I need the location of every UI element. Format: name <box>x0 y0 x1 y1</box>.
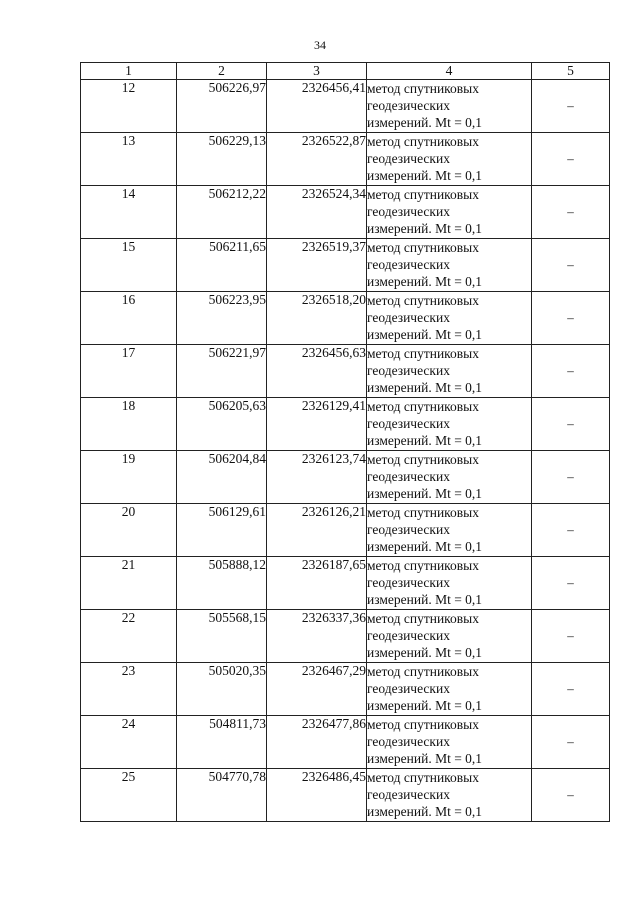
y-coordinate-cell: 2326456,41 <box>267 80 367 133</box>
method-text-line: измерений. Mt = 0,1 <box>367 645 483 660</box>
method-cell <box>367 504 532 557</box>
point-number-cell: 19 <box>81 451 177 504</box>
y-coordinate-cell: 2326522,87 <box>267 133 367 186</box>
method-text-line: геодезических <box>367 310 450 325</box>
method-text-line: измерений. Mt = 0,1 <box>367 804 483 819</box>
method-text-line: геодезических <box>367 628 450 643</box>
method-text-line: метод спутниковых <box>367 240 479 255</box>
y-coordinate-cell: 2326123,74 <box>267 451 367 504</box>
table-row <box>81 292 610 345</box>
method-text-line: геодезических <box>367 469 450 484</box>
column-5-cell: – <box>532 345 610 398</box>
y-coordinate-cell: 2326456,63 <box>267 345 367 398</box>
table-row <box>81 504 610 557</box>
table-row <box>81 80 610 133</box>
method-text-line: измерений. Mt = 0,1 <box>367 486 483 501</box>
x-coordinate-cell: 506129,61 <box>177 504 267 557</box>
point-number-cell: 16 <box>81 292 177 345</box>
x-coordinate-cell: 504811,73 <box>177 716 267 769</box>
method-cell <box>367 292 532 345</box>
coordinates-table <box>80 62 610 822</box>
column-header-4: 4 <box>367 63 532 80</box>
method-cell <box>367 769 532 822</box>
method-text-line: измерений. Mt = 0,1 <box>367 433 483 448</box>
x-coordinate-cell: 506226,97 <box>177 80 267 133</box>
y-coordinate-cell: 2326518,20 <box>267 292 367 345</box>
x-coordinate-cell: 504770,78 <box>177 769 267 822</box>
x-coordinate-cell: 506204,84 <box>177 451 267 504</box>
method-text-line: геодезических <box>367 734 450 749</box>
y-coordinate-cell: 2326129,41 <box>267 398 367 451</box>
column-5-cell: – <box>532 557 610 610</box>
method-text-line: геодезических <box>367 522 450 537</box>
x-coordinate-cell: 506223,95 <box>177 292 267 345</box>
table-row <box>81 239 610 292</box>
table-row <box>81 451 610 504</box>
method-text-line: измерений. Mt = 0,1 <box>367 380 483 395</box>
method-text-line: геодезических <box>367 98 450 113</box>
method-text-line: метод спутниковых <box>367 505 479 520</box>
x-coordinate-cell: 506211,65 <box>177 239 267 292</box>
method-text-line: измерений. Mt = 0,1 <box>367 115 483 130</box>
method-text-line: метод спутниковых <box>367 770 479 785</box>
point-number-cell: 24 <box>81 716 177 769</box>
method-cell <box>367 716 532 769</box>
method-text-line: геодезических <box>367 204 450 219</box>
y-coordinate-cell: 2326519,37 <box>267 239 367 292</box>
method-text-line: измерений. Mt = 0,1 <box>367 168 483 183</box>
column-5-cell: – <box>532 716 610 769</box>
column-header-5: 5 <box>532 63 610 80</box>
column-5-cell: – <box>532 186 610 239</box>
method-text-line: измерений. Mt = 0,1 <box>367 539 483 554</box>
table-row <box>81 186 610 239</box>
table-header-row <box>81 63 610 80</box>
method-text-line: метод спутниковых <box>367 399 479 414</box>
method-text-line: геодезических <box>367 575 450 590</box>
column-5-cell: – <box>532 451 610 504</box>
method-text-line: метод спутниковых <box>367 293 479 308</box>
table-row <box>81 557 610 610</box>
point-number-cell: 14 <box>81 186 177 239</box>
method-text-line: метод спутниковых <box>367 664 479 679</box>
method-text-line: метод спутниковых <box>367 558 479 573</box>
method-cell <box>367 239 532 292</box>
point-number-cell: 22 <box>81 610 177 663</box>
method-text-line: метод спутниковых <box>367 452 479 467</box>
x-coordinate-cell: 505020,35 <box>177 663 267 716</box>
method-text-line: измерений. Mt = 0,1 <box>367 751 483 766</box>
x-coordinate-cell: 506229,13 <box>177 133 267 186</box>
table-row <box>81 345 610 398</box>
method-text-line: измерений. Mt = 0,1 <box>367 327 483 342</box>
column-5-cell: – <box>532 610 610 663</box>
method-text-line: измерений. Mt = 0,1 <box>367 592 483 607</box>
column-5-cell: – <box>532 663 610 716</box>
x-coordinate-cell: 506212,22 <box>177 186 267 239</box>
method-cell <box>367 663 532 716</box>
method-cell <box>367 557 532 610</box>
table-row <box>81 769 610 822</box>
method-cell <box>367 345 532 398</box>
method-cell <box>367 398 532 451</box>
point-number-cell: 15 <box>81 239 177 292</box>
point-number-cell: 25 <box>81 769 177 822</box>
method-text-line: геодезических <box>367 681 450 696</box>
table-row <box>81 398 610 451</box>
point-number-cell: 18 <box>81 398 177 451</box>
method-text-line: измерений. Mt = 0,1 <box>367 274 483 289</box>
column-5-cell: – <box>532 398 610 451</box>
method-text-line: геодезических <box>367 257 450 272</box>
y-coordinate-cell: 2326126,21 <box>267 504 367 557</box>
method-cell <box>367 610 532 663</box>
column-5-cell: – <box>532 80 610 133</box>
page-number: 34 <box>314 38 326 52</box>
x-coordinate-cell: 506221,97 <box>177 345 267 398</box>
point-number-cell: 20 <box>81 504 177 557</box>
method-text-line: метод спутниковых <box>367 346 479 361</box>
column-header-1: 1 <box>81 63 177 80</box>
x-coordinate-cell: 505568,15 <box>177 610 267 663</box>
x-coordinate-cell: 506205,63 <box>177 398 267 451</box>
method-text-line: метод спутниковых <box>367 717 479 732</box>
method-text-line: измерений. Mt = 0,1 <box>367 221 483 236</box>
point-number-cell: 23 <box>81 663 177 716</box>
method-text-line: метод спутниковых <box>367 81 479 96</box>
table-row <box>81 133 610 186</box>
point-number-cell: 17 <box>81 345 177 398</box>
point-number-cell: 21 <box>81 557 177 610</box>
method-cell <box>367 186 532 239</box>
y-coordinate-cell: 2326477,86 <box>267 716 367 769</box>
y-coordinate-cell: 2326524,34 <box>267 186 367 239</box>
point-number-cell: 12 <box>81 80 177 133</box>
column-5-cell: – <box>532 133 610 186</box>
y-coordinate-cell: 2326486,45 <box>267 769 367 822</box>
method-text-line: геодезических <box>367 363 450 378</box>
y-coordinate-cell: 2326467,29 <box>267 663 367 716</box>
method-text-line: метод спутниковых <box>367 187 479 202</box>
method-text-line: геодезических <box>367 416 450 431</box>
column-5-cell: – <box>532 504 610 557</box>
column-header-3: 3 <box>267 63 367 80</box>
column-header-2: 2 <box>177 63 267 80</box>
table-row <box>81 610 610 663</box>
table-body <box>81 80 610 822</box>
method-text-line: геодезических <box>367 787 450 802</box>
method-text-line: геодезических <box>367 151 450 166</box>
table-row <box>81 663 610 716</box>
point-number-cell: 13 <box>81 133 177 186</box>
column-5-cell: – <box>532 769 610 822</box>
column-5-cell: – <box>532 292 610 345</box>
y-coordinate-cell: 2326187,65 <box>267 557 367 610</box>
method-text-line: метод спутниковых <box>367 134 479 149</box>
method-text-line: измерений. Mt = 0,1 <box>367 698 483 713</box>
column-5-cell: – <box>532 239 610 292</box>
method-cell <box>367 133 532 186</box>
y-coordinate-cell: 2326337,36 <box>267 610 367 663</box>
method-cell <box>367 451 532 504</box>
x-coordinate-cell: 505888,12 <box>177 557 267 610</box>
method-text-line: метод спутниковых <box>367 611 479 626</box>
table-row <box>81 716 610 769</box>
method-cell <box>367 80 532 133</box>
